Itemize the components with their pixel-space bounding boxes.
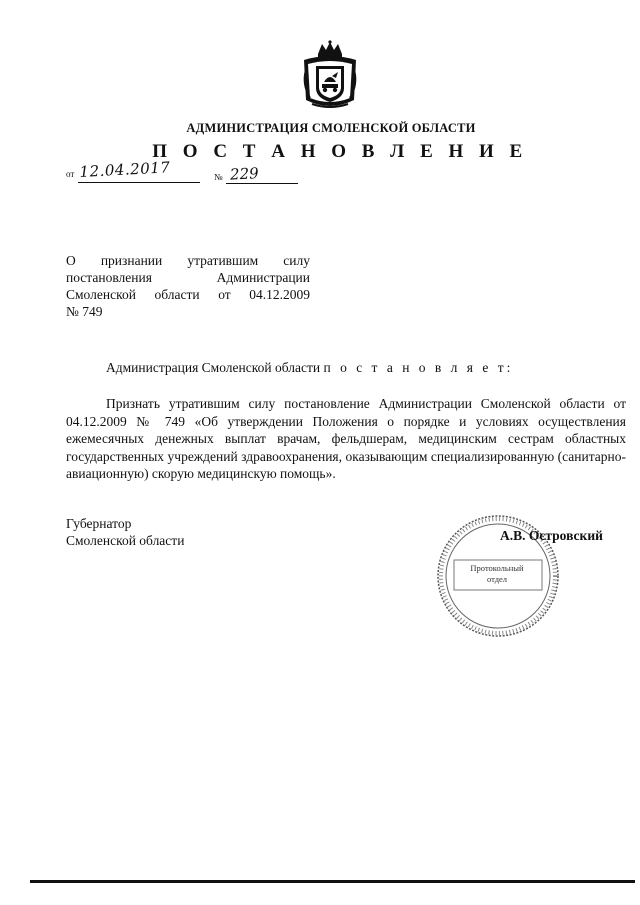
handwritten-number: 229 — [229, 164, 260, 184]
subject-line: О признании утратившим силу — [66, 253, 310, 268]
handwritten-date: 12.04.2017 — [79, 158, 171, 181]
organization-name: АДМИНИСТРАЦИЯ СМОЛЕНСКОЙ ОБЛАСТИ — [186, 121, 476, 135]
number-underline — [226, 183, 298, 184]
signer-title — [66, 515, 266, 549]
scan-edge-line — [30, 880, 635, 883]
date-from-label: от — [66, 169, 75, 179]
stamp-text — [452, 563, 542, 585]
lead-spaced-word: п о с т а н о в л я е т: — [323, 360, 514, 375]
number-label: № — [214, 172, 223, 182]
date-number-line — [66, 158, 306, 189]
stamp-line: отдел — [486, 574, 508, 584]
signer-name: А.В. Островский — [500, 528, 603, 543]
signer-title-line: Губернатор — [66, 516, 132, 531]
subject-line: постановления Администрации — [66, 270, 310, 285]
resolution-lead — [66, 360, 626, 376]
subject-line: № 749 — [66, 304, 103, 319]
coat-of-arms-icon — [298, 40, 362, 112]
signer-title-line: Смоленской области — [66, 533, 185, 548]
stamp-line: Протокольный — [470, 563, 524, 573]
subject-line: Смоленской области от 04.12.2009 — [66, 287, 310, 302]
body-paragraph: Признать утратившим силу постановление Администрации Смоленской области от 04.12.2009 № 749 «Об утверждении Положения о порядке и условиях осуществления ежемесячных денежных выплат врачам, фельдшерам, медицинским сестрам областных государственных учреждений здравоохранения, оказывающим специализированную (санитарно-авиационную) скорую медицинскую помощь». — [66, 396, 626, 481]
document-type-title: П О С Т А Н О В Л Е Н И Е — [152, 141, 528, 162]
date-underline — [78, 182, 200, 183]
document-subject — [66, 252, 310, 320]
lead-text: Администрация Смоленской области — [106, 360, 321, 375]
